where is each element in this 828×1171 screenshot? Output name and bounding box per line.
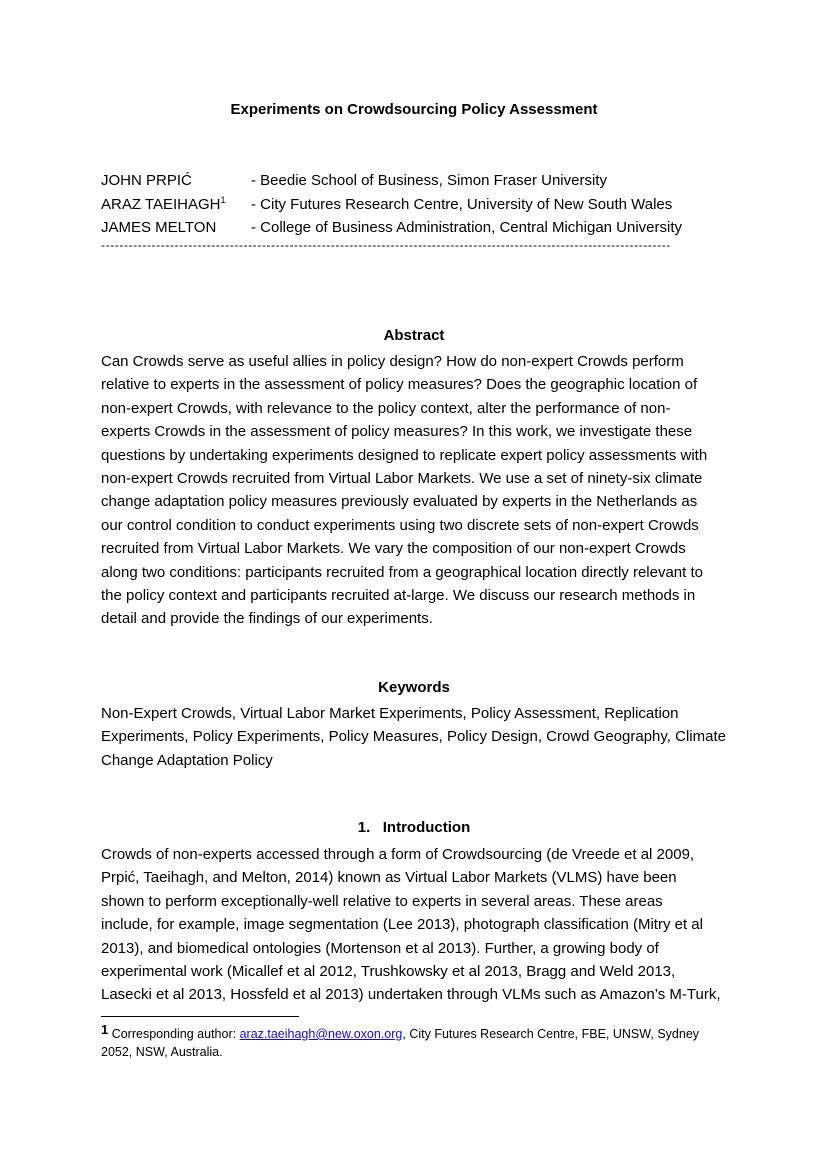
author-row (101, 193, 741, 217)
author-name (101, 193, 251, 217)
author-name-text: ARAZ TAEIHAGH (101, 195, 221, 213)
author-affiliation: - City Futures Research Centre, University of New South Wales (251, 195, 673, 213)
author-name-text: JOHN PRPIĆ (101, 172, 192, 189)
author-row (101, 169, 741, 193)
author-row (101, 216, 741, 240)
introduction-text: Crowds of non-experts accessed through a form of Crowdsourcing (de Vreede et al 2009, Prpić, Taeihagh, and Melton, 2014) known as Virtual Labor Markets (VLMS) have been shown to perform exceptionally-well relative to experts in several areas. These areas include, for example, image segmentation (Lee 2013), photograph classification (Mitry et al 2013), and biomedical ontologies (Mortenson et al 2013). Further, a growing body of experimental work (Micallef et al 2012, Trushkowsky et al 2013, Bragg and Weld 2013, Lasecki et al 2013, Hossfeld et al 2013) undertaken through VLMs such as Amazon’s M-Turk, (101, 846, 721, 1004)
keywords-heading: Keywords (378, 679, 450, 696)
author-list (101, 169, 741, 240)
keywords-text: Non-Expert Crowds, Virtual Labor Market Experiments, Policy Assessment, Replication Experiments, Policy Experiments, Policy Measures, Policy Design, Crowd Geography, Climate Change Adaptation Policy (101, 705, 726, 769)
footnote-suffix: , City Futures Research Centre, FBE, UNSW, Sydney 2052, NSW, Australia. (101, 1027, 700, 1059)
introduction-heading: 1. Introduction (357, 819, 471, 836)
author-affiliation: - Beedie School of Business, Simon Fraser University (251, 172, 607, 189)
dashed-divider: ---------------------------------------------------------------------------------------------------------------------------- (101, 238, 671, 252)
abstract-text: Can Crowds serve as useful allies in policy design? How do non-expert Crowds perform relative to experts in the assessment of policy measures? Does the geographic location of non-expert Crowds, with relevance to the policy context, alter the performance of non- experts Crowds in the assessment of policy measures? In this work, we investigate these questions by undertaking experiments designed to replicate expert policy assessments with non-expert Crowds recruited from Virtual Labor Markets. We use a set of ninety-six climate change adaptation policy measures previously evaluated by experts in the Netherlands as our control condition to conduct experiments using two discrete sets of non-expert Crowds recruited from Virtual Labor Markets. We vary the composition of our non-expert Crowds along two conditions: participants recruited from a geographical location directly relevant to the policy context and participants recruited at-large. We discuss our research methods in detail and provide the findings of our experiments. (101, 353, 708, 628)
footnote-rule (101, 1016, 299, 1017)
abstract-heading: Abstract (383, 327, 445, 344)
author-name-text: JAMES MELTON (101, 219, 217, 236)
author-name (101, 216, 251, 240)
footnote-marker: 1 (101, 1022, 109, 1037)
footnote (101, 1022, 733, 1061)
footnote-prefix: Corresponding author: (108, 1027, 240, 1041)
footnote-marker: 1 (220, 194, 226, 205)
author-affiliation: - College of Business Administration, Central Michigan University (251, 219, 683, 236)
footnote-email-link[interactable]: araz.taeihagh@new.oxon.org (239, 1027, 403, 1041)
paper-title: Experiments on Crowdsourcing Policy Assessment (230, 101, 598, 118)
author-name (101, 169, 251, 193)
